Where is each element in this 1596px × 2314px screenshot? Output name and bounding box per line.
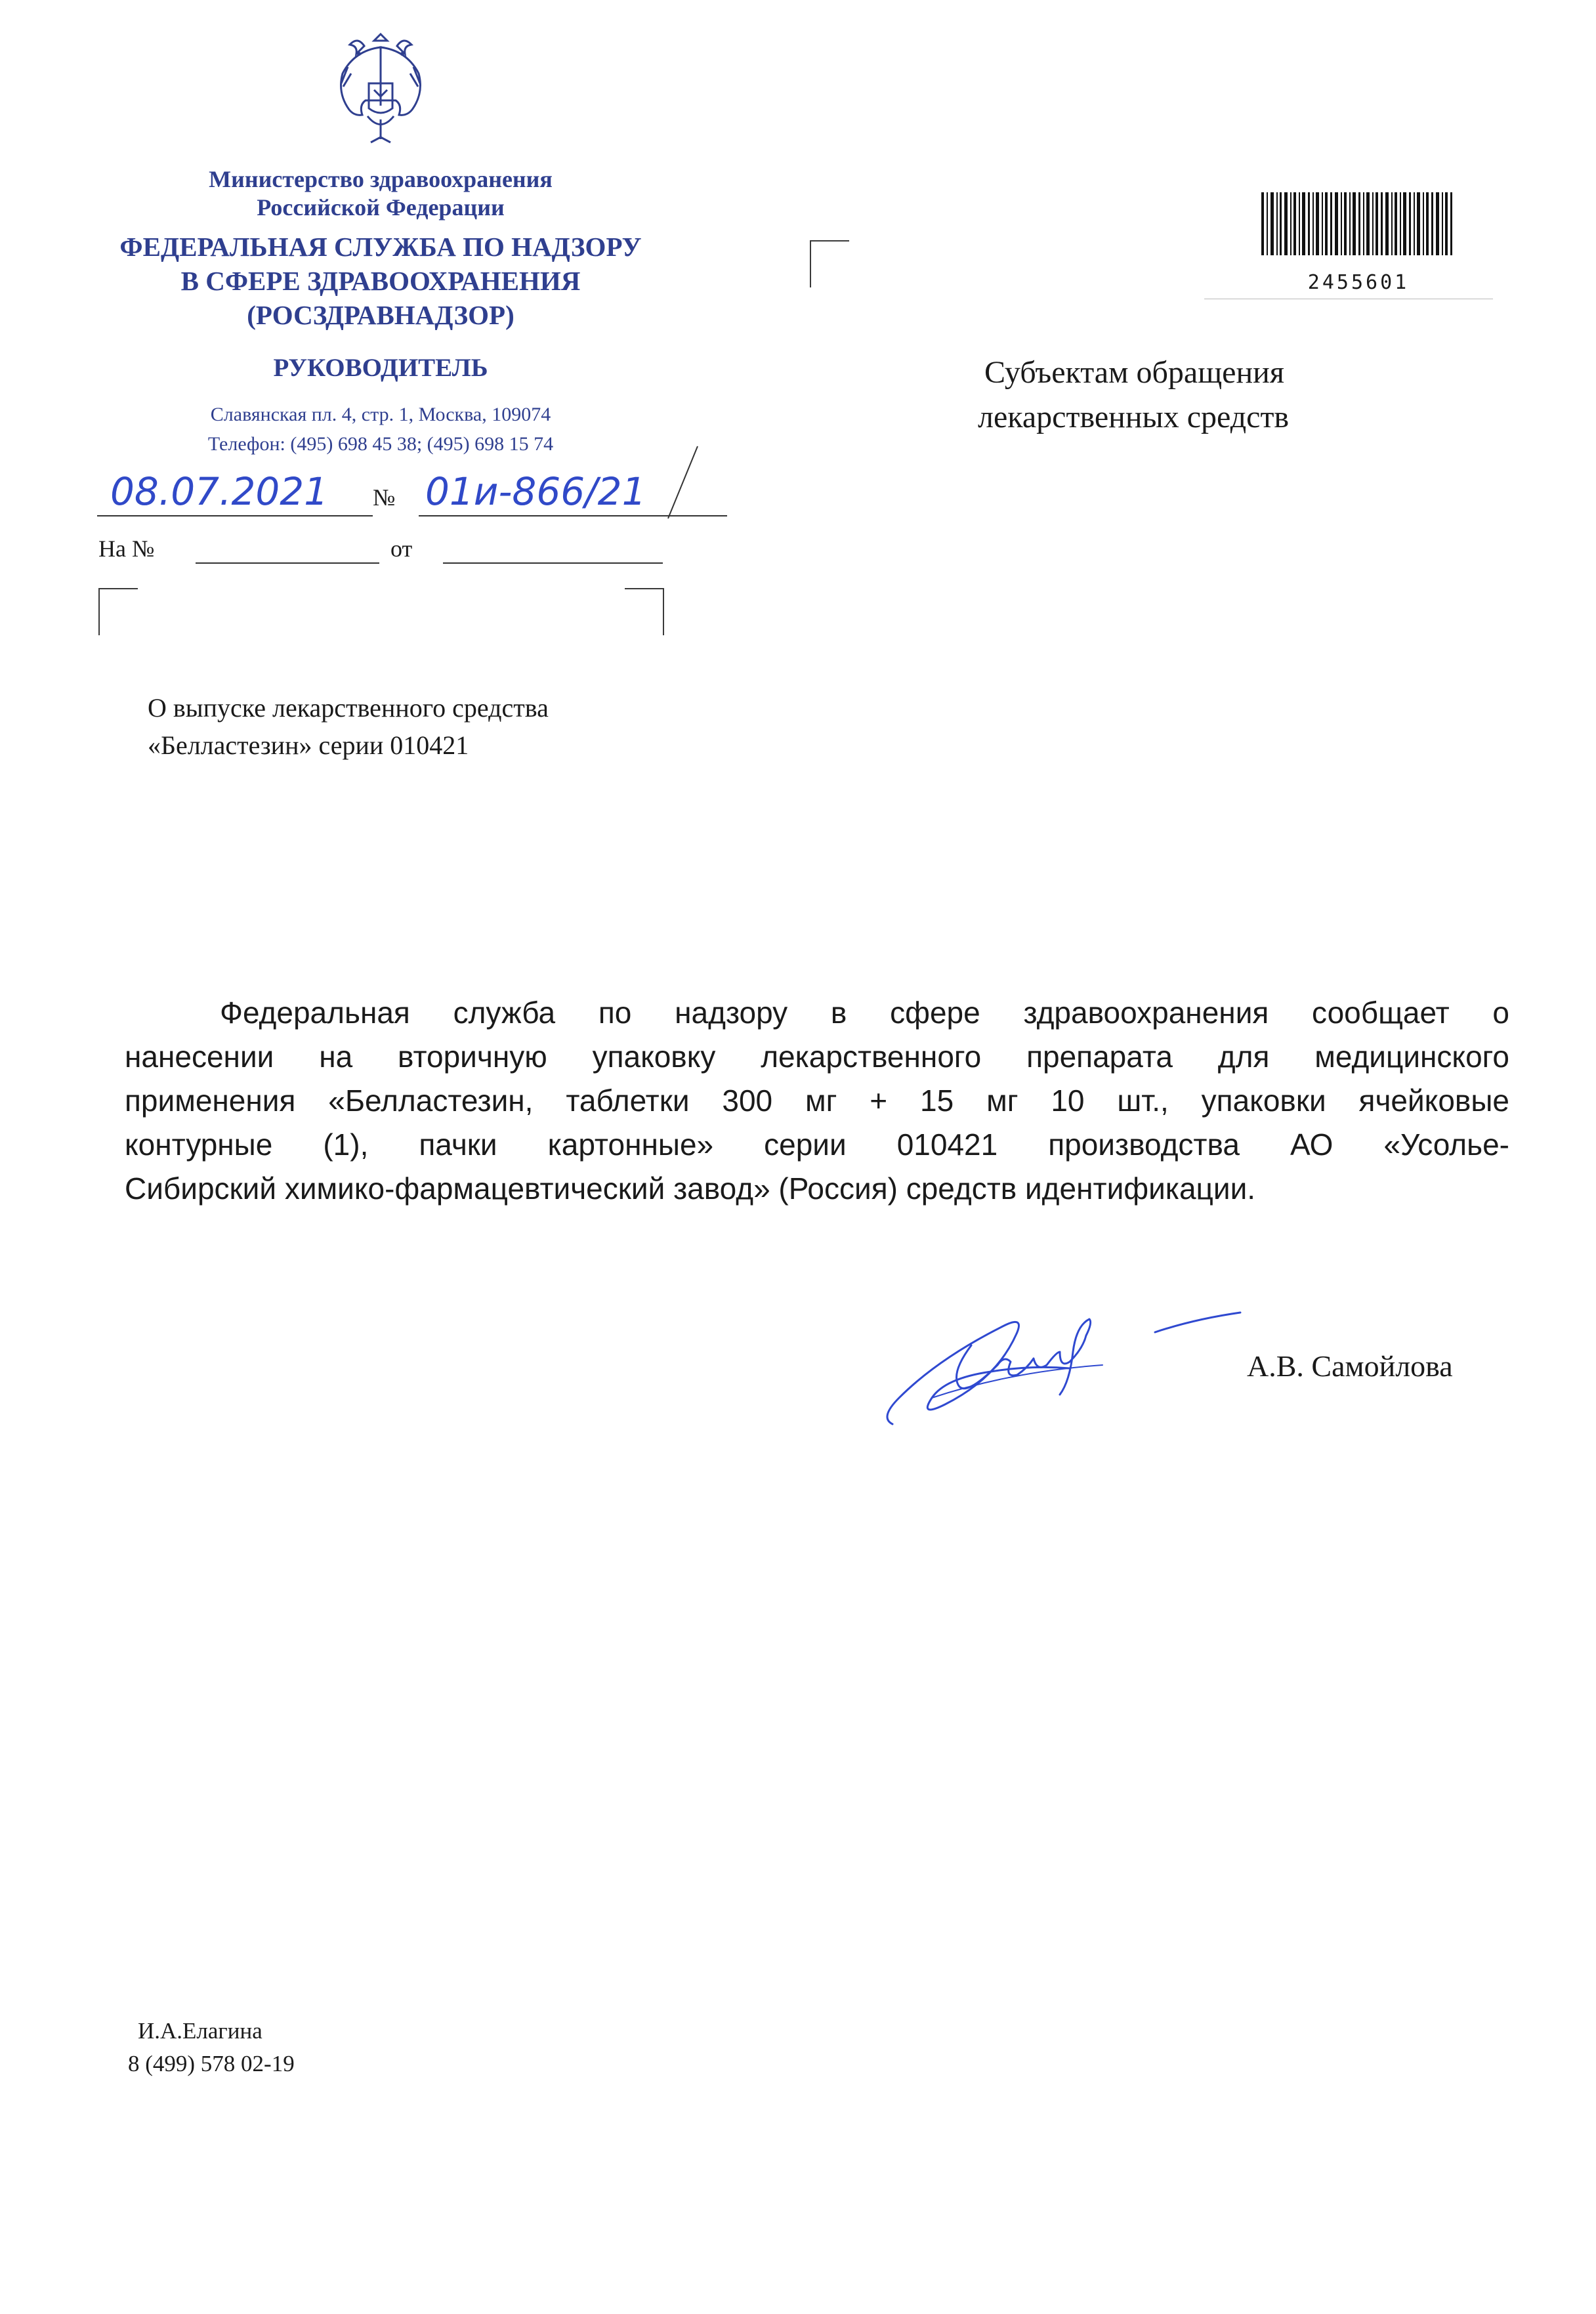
ministry-line-1: Министерство здравоохранения	[209, 166, 553, 192]
number-sign: №	[373, 484, 396, 511]
subject-line-1: О выпуске лекарственного средства	[148, 693, 549, 723]
handwritten-slash	[662, 443, 701, 522]
reply-number-blank	[196, 562, 379, 564]
registration-row	[97, 469, 727, 522]
service-line-1: ФЕДЕРАЛЬНАЯ СЛУЖБА ПО НАДЗОРУ	[119, 232, 642, 262]
service-line-2: В СФЕРЕ ЗДРАВООХРАНЕНИЯ	[180, 266, 581, 296]
from-date-blank	[443, 562, 663, 564]
reply-label: На №	[98, 536, 155, 562]
corner-bracket-right	[625, 588, 664, 635]
signatory-name: А.В. Самойлова	[1247, 1349, 1453, 1383]
subject-line-2: «Белластезин» серии 010421	[148, 730, 469, 760]
body-line-4: контурные (1), пачки картонные» серии 010421 производства АО «Усолье-	[125, 1127, 1509, 1162]
phone-line: Телефон: (495) 698 45 38; (495) 698 15 74	[207, 433, 554, 455]
address-line: Славянская пл. 4, стр. 1, Москва, 109074	[210, 404, 551, 425]
date-underline	[97, 515, 373, 516]
executor-phone: 8 (499) 578 02-19	[128, 2051, 295, 2076]
barcode-number: 2455601	[1307, 271, 1410, 294]
executor-name: И.А.Елагина	[138, 2018, 262, 2044]
barcode	[1253, 187, 1463, 294]
handwritten-signature	[873, 1267, 1267, 1437]
registration-date: 08.07.2021	[110, 469, 329, 514]
recipient-line-1: Субъектам обращения	[984, 355, 1284, 390]
body-line-2: нанесении на вторичную упаковку лекарственного препарата для медицинского	[125, 1040, 1509, 1074]
from-label: от	[390, 536, 413, 562]
corner-bracket-left	[98, 588, 138, 635]
coat-of-arms-emblem	[328, 28, 433, 149]
service-line-3: (РОСЗДРАВНАДЗОР)	[247, 300, 514, 330]
recipient-line-2: лекарственных средств	[978, 400, 1290, 434]
corner-bracket-recipient	[810, 240, 849, 287]
reply-reference-row	[98, 535, 663, 568]
ministry-line-2: Российской Федерации	[257, 194, 505, 221]
body-line-5: Сибирский химико-фармацевтический завод» (Россия) средств идентификации.	[125, 1171, 1256, 1206]
body-line-1: Федеральная служба по надзору в сфере здравоохранения сообщает о	[220, 996, 1509, 1030]
role-title: РУКОВОДИТЕЛЬ	[273, 354, 488, 382]
body-paragraph	[125, 991, 1509, 1211]
registration-number: 01и-866/21	[425, 469, 646, 514]
body-line-3: применения «Белластезин, таблетки 300 мг + 15 мг 10 шт., упаковки ячейковые	[125, 1083, 1509, 1118]
